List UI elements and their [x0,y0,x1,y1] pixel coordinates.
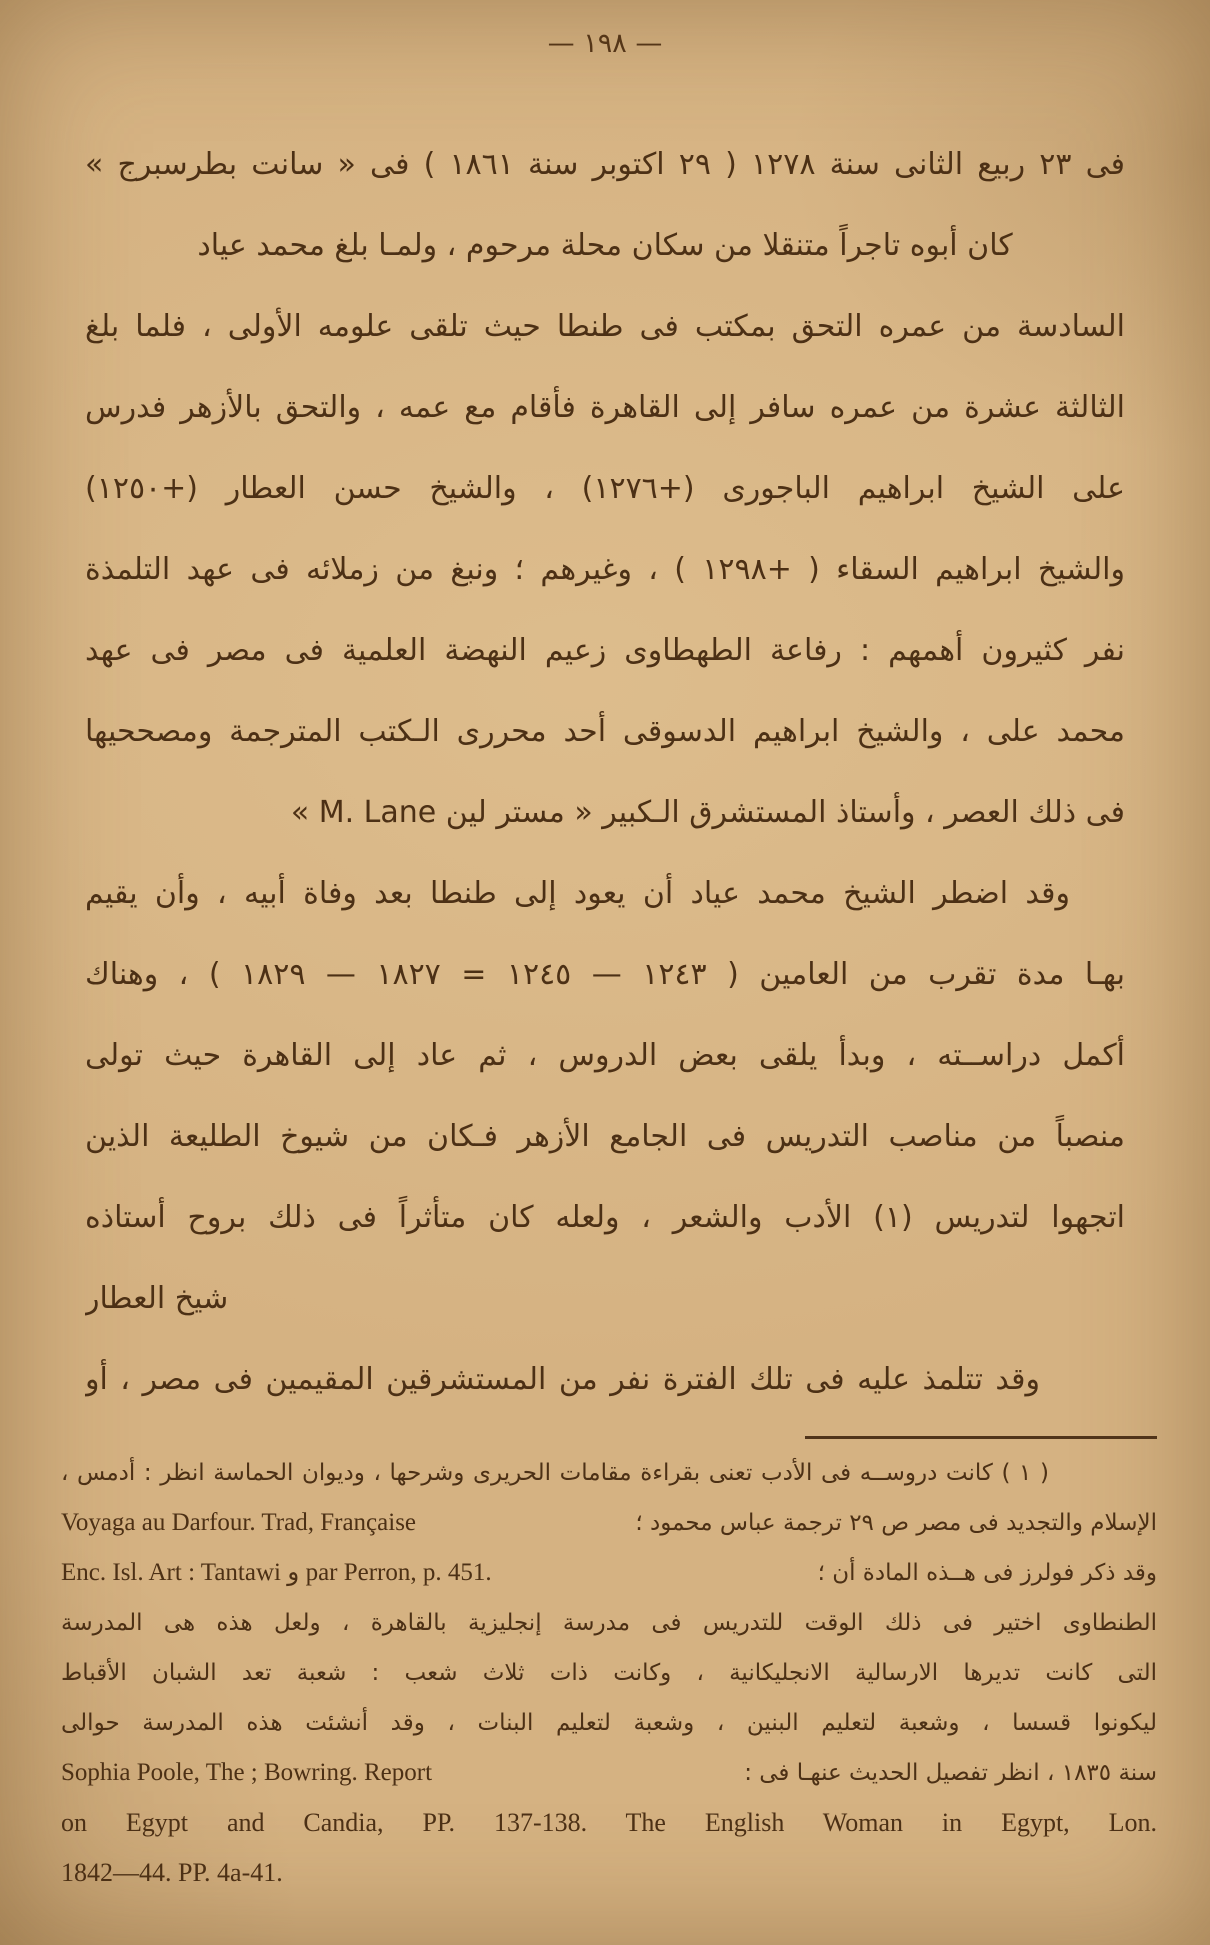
page-number: — ١٩٨ — [547,28,663,59]
text-line: فى ٢٣ ربيع الثانى سنة ١٢٧٨ ( ٢٩ اكتوبر سنة ١٨٦١ ) فى « سانت بطرسبرج » [85,147,1125,182]
footnote-latin-citation: Voyaga au Darfour. Trad, Française [61,1509,417,1536]
text-line-paragraph-start: وقد تتلمذ عليه فى تلك الفترة نفر من المستشرقين المقيمين فى مصر ، أو [85,1362,1040,1397]
footnote-arabic-text: الإسلام والتجديد فى مصر ص ٢٩ ترجمة عباس محمود ؛ [635,1510,1157,1536]
text-line: السادسة من عمره التحق بمكتب فى طنطا حيث تلقى علومه الأولى ، فلما بلغ [85,309,1125,344]
text-line: الثالثة عشرة من عمره سافر إلى القاهرة فأقام مع عمه ، والتحق بالأزهر فدرس [85,390,1125,425]
footnote-line: ليكونوا قسسا ، وشعبة لتعليم البنين ، وشعبة لتعليم البنات ، وقد أنشئت هذه المدرسة حوالى [61,1710,1157,1736]
text-line: محمد على ، والشيخ ابراهيم الدسوقى أحد محررى الـكتب المترجمة ومصححيها [85,714,1125,749]
footnote-arabic-text: وقد ذكر فولرز فى هــذه المادة أن ؛ [817,1560,1157,1586]
footnote-line: الطنطاوى اختير فى ذلك الوقت للتدريس فى مدرسة إنجليزية بالقاهرة ، ولعل هذه هى المدرسة [61,1610,1157,1636]
text-line: والشيخ ابراهيم السقاء ( +١٢٩٨ ) ، وغيرهم ؛ ونبغ من زملائه فى عهد التلمذة [85,552,1125,587]
main-text-block [85,124,1125,1420]
footnote-line: التى كانت تديرها الارسالية الانجليكانية ، وكانت ذات ثلاث شعب : شعبة تعد الشبان الأقباط [61,1660,1157,1686]
text-line: على الشيخ ابراهيم الباجورى (+١٢٧٦) ، والشيخ حسن العطار (+١٢٥٠) [85,471,1125,506]
footnote-line-mixed [61,1498,1157,1548]
footnote-line-mixed [61,1548,1157,1598]
footnote-latin-citation: Enc. Isl. Art : Tantawi و par Perron, p. 451. [61,1559,492,1586]
text-line: بهـا مدة تقرب من العامين ( ١٢٤٣ — ١٢٤٥ = ١٨٢٧ — ١٨٢٩ ) ، وهناك [85,957,1125,992]
text-line-paragraph-end: شيخ العطار [85,1281,229,1316]
text-line: منصباً من مناصب التدريس فى الجامع الأزهر فـكان من شيوخ الطليعة الذين [85,1119,1125,1154]
footnote-block [61,1436,1157,1898]
text-line: نفر كثيرون أهمهم : رفاعة الطهطاوى زعيم النهضة العلمية فى مصر فى عهد [85,633,1125,668]
footnote-line: ( ١ ) كانت دروســه فى الأدب تعنى بقراءة مقامات الحريرى وشرحها ، وديوان الحماسة انظر : أدمس ، [61,1460,1049,1486]
footnote-line-latin: 1842—44. PP. 4a-41. [61,1858,283,1887]
footnote-latin-citation: Sophia Poole, The ; Bowring. Report [61,1759,433,1786]
text-line: فى ذلك العصر ، وأستاذ المستشرق الـكبير « مستر لين M. Lane » [290,795,1125,830]
footnote-arabic-text: سنة ١٨٣٥ ، انظر تفصيل الحديث عنهـا فى : [744,1760,1157,1786]
text-line: اتجهوا لتدريس (١) الأدب والشعر ، ولعله كان متأثراً فى ذلك بروح أستاذه [85,1200,1125,1235]
footnote-line-mixed [61,1748,1157,1798]
text-line-paragraph-start: كان أبوه تاجراً متنقلا من سكان محلة مرحوم ، ولمـا بلغ محمد عياد [197,228,1013,263]
footnote-separator-rule [805,1436,1157,1439]
text-line: أكمل دراســته ، وبدأ يلقى بعض الدروس ، ثم عاد إلى القاهرة حيث تولى [85,1038,1125,1073]
text-line-paragraph-start: وقد اضطر الشيخ محمد عياد أن يعود إلى طنطا بعد وفاة أبيه ، وأن يقيم [85,876,1070,911]
footnote-line-latin: on Egypt and Candia, PP. 137-138. The English Woman in Egypt, Lon. [61,1808,1157,1837]
